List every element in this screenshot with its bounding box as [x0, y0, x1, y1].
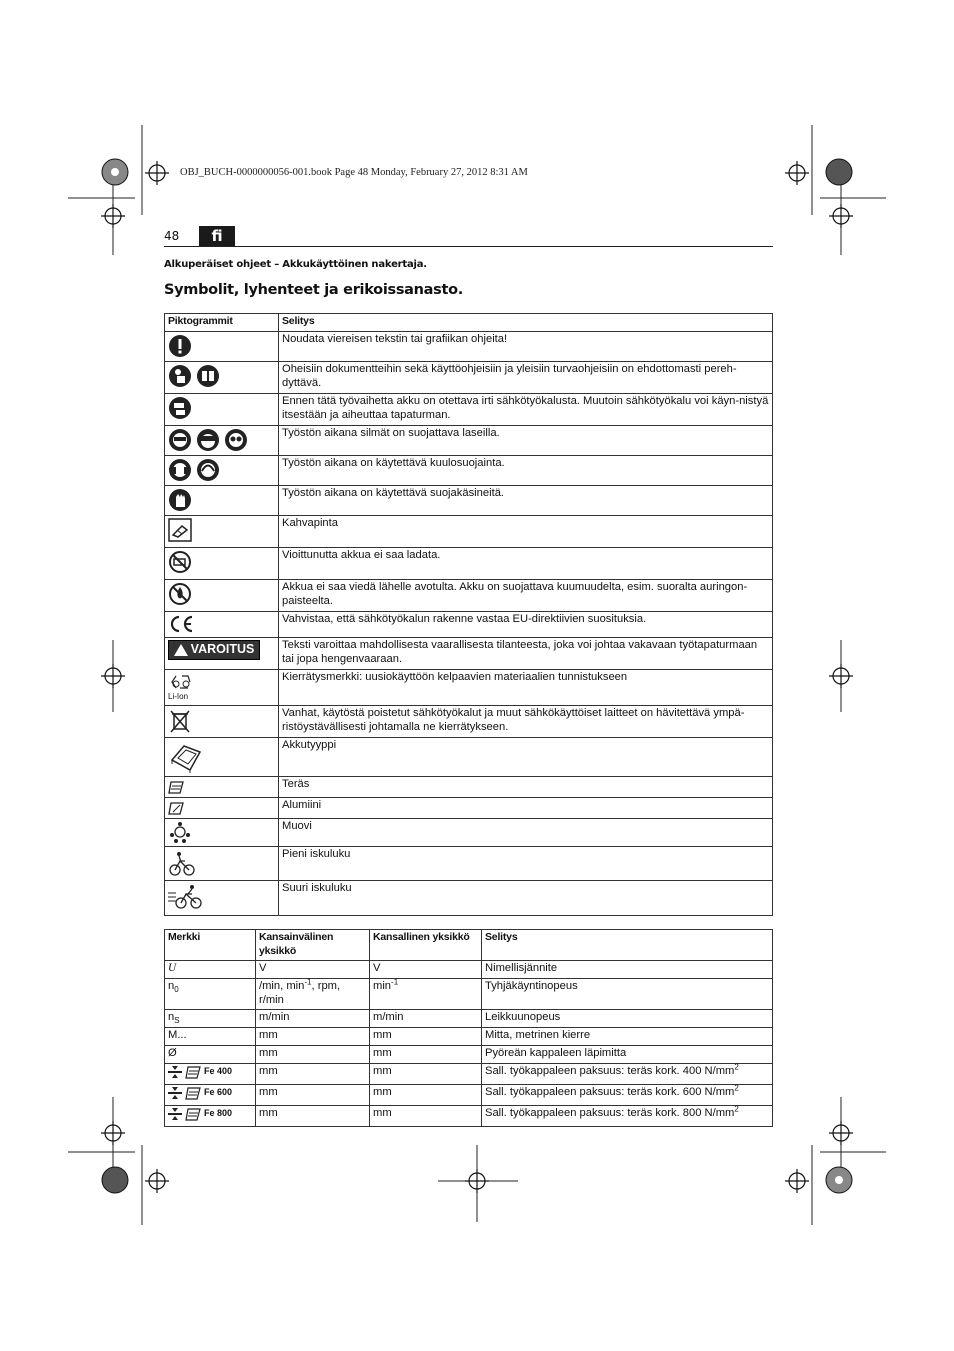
table-row — [165, 847, 773, 881]
mark-cell: M... — [165, 1028, 256, 1046]
intl-unit-cell: mm — [256, 1064, 370, 1085]
no-fire-icon — [168, 582, 192, 606]
table-row — [165, 670, 773, 706]
mark-cell: Ø — [165, 1046, 256, 1064]
aluminium-icon — [168, 800, 186, 816]
intl-unit-cell: m/min — [256, 1010, 370, 1028]
row-text: Muovi — [279, 819, 773, 847]
row-text: Pieni iskuluku — [279, 847, 773, 881]
table-row — [165, 456, 773, 486]
row-text: Teksti varoittaa mahdollisesta vaarallisesta tilanteesta, joka voi johtaa vakavaan työtapaturmaan tai jopa hengenvaaraan. — [279, 638, 773, 670]
intl-unit-cell: mm — [256, 1028, 370, 1046]
natl-unit-cell: mm — [370, 1064, 482, 1085]
intl-unit-cell: V — [256, 961, 370, 979]
row-text: Vioittunutta akkua ei saa ladata. — [279, 548, 773, 580]
row-text: Teräs — [279, 777, 773, 798]
desc-cell: Nimellisjännite — [482, 961, 773, 979]
large-stroke-icon — [168, 883, 204, 911]
row-text: Akkua ei saa viedä lähelle avotulta. Akku on suojattava kuumuudelta, esim. suoralta auringon-paisteelta. — [279, 580, 773, 612]
desc-cell: Mitta, metrinen kierre — [482, 1028, 773, 1046]
table-row — [165, 486, 773, 516]
warning-label-icon — [168, 640, 260, 660]
row-text: Oheisiin dokumentteihin sekä käyttöohjeisiin ja yleisiin turvaohjeisiin on ehdottomasti pereh-dyttävä. — [279, 362, 773, 394]
language-badge: fi — [199, 226, 235, 246]
table-row — [165, 1064, 773, 1085]
row-text: Akkutyyppi — [279, 738, 773, 777]
table-row — [165, 516, 773, 548]
row-text: Suuri iskuluku — [279, 881, 773, 916]
thickness-icon — [168, 1065, 182, 1079]
table-row — [165, 426, 773, 456]
row-text: Vahvistaa, että sähkötyökalun rakenne vastaa EU-direktiivien suosituksia. — [279, 612, 773, 638]
recycling-li-ion-icon — [168, 672, 194, 692]
read-manual-icon — [168, 364, 192, 388]
warning-label-text: VAROITUS — [190, 642, 255, 657]
intl-unit-cell: mm — [256, 1106, 370, 1127]
natl-unit-cell: mm — [370, 1085, 482, 1106]
table-row — [165, 819, 773, 847]
steel-grade-label: Fe 600 — [204, 1087, 233, 1098]
table-row — [165, 638, 773, 670]
header-divider — [164, 246, 773, 247]
table-row — [165, 580, 773, 612]
desc-cell: Sall. työkappaleen paksuus: teräs kork. 600 $N/mm^2$ — [482, 1085, 773, 1106]
row-text: Ennen tätä työvaihetta akku on otettava irti sähkötyökalusta. Muutoin sähkötyökalu voi käyn-nistyä itsestään ja aiheuttaa tapaturman. — [279, 394, 773, 426]
steel-grade-label: Fe 400 — [204, 1066, 233, 1077]
ear-protection-icon — [168, 458, 192, 482]
natl-unit-cell: mm — [370, 1106, 482, 1127]
book-icon — [196, 364, 220, 388]
table-row — [165, 1106, 773, 1127]
ear-muffs-icon — [196, 458, 220, 482]
table-row — [165, 706, 773, 738]
print-header: OBJ_BUCH-0000000056-001.book Page 48 Monday, February 27, 2012 8:31 AM — [180, 167, 528, 178]
grip-surface-icon — [168, 518, 192, 542]
remove-battery-icon — [168, 396, 192, 420]
thickness-icon — [168, 1107, 182, 1121]
intl-unit-cell: mm — [256, 1046, 370, 1064]
goggles-icon — [196, 428, 220, 452]
table-row — [165, 1085, 773, 1106]
row-text: Kierrätysmerkki: uusiokäyttöön kelpaavien materiaalien tunnistukseen — [279, 670, 773, 706]
intl-unit-cell: /min, $\min^{-1}$, rpm, r/min — [256, 979, 370, 1010]
natl-unit-cell: mm — [370, 1046, 482, 1064]
ce-mark-icon — [168, 614, 196, 634]
row-text: Noudata viereisen tekstin tai grafiikan ohjeita! — [279, 332, 773, 362]
table-row — [165, 1010, 773, 1028]
row-text: Alumiini — [279, 798, 773, 819]
table-row — [165, 881, 773, 916]
table-row — [165, 1028, 773, 1046]
natl-unit-cell: m/min — [370, 1010, 482, 1028]
gloves-icon — [168, 488, 192, 512]
steel-icon — [185, 1065, 201, 1079]
crossed-bin-icon — [168, 708, 192, 734]
table-row — [165, 362, 773, 394]
natl-unit-cell: mm — [370, 1028, 482, 1046]
row-text: Vanhat, käytöstä poistetut sähkötyökalut ja muut sähkökäyttöiset laitteet on hävitettävä ympä-ristöystävällisesti johtamalla ne kierrätykseen. — [279, 706, 773, 738]
document-subtitle: Alkuperäiset ohjeet – Akkukäyttöinen nakertaja. — [164, 259, 427, 270]
small-stroke-icon — [168, 849, 196, 877]
desc-cell: Sall. työkappaleen paksuus: teräs kork. 400 $N/mm^2$ — [482, 1064, 773, 1085]
column-header: Merkki — [165, 930, 256, 961]
table-row — [165, 738, 773, 777]
exclamation-icon — [168, 334, 192, 358]
row-text: Työstön aikana on käytettävä kuulosuojainta. — [279, 456, 773, 486]
table-row — [165, 961, 773, 979]
column-header: Selitys — [482, 930, 773, 961]
mark-cell — [165, 1106, 256, 1127]
no-damaged-battery-icon — [168, 550, 192, 574]
section-title: Symbolit, lyhenteet ja erikoissanasto. — [164, 282, 463, 298]
page-number: 48 — [164, 229, 180, 243]
desc-cell: Tyhjäkäyntinopeus — [482, 979, 773, 1010]
mark-cell: U — [165, 961, 256, 979]
thickness-icon — [168, 1086, 182, 1100]
battery-pack-icon — [168, 740, 204, 774]
table-row — [165, 612, 773, 638]
plastic-icon — [168, 821, 192, 843]
desc-cell: Pyöreän kappaleen läpimitta — [482, 1046, 773, 1064]
safety-glasses-icon — [168, 428, 192, 452]
column-header: Kansallinen yksikkö — [370, 930, 482, 961]
steel-icon — [185, 1107, 201, 1121]
row-text: Kahvapinta — [279, 516, 773, 548]
column-header: Selitys — [279, 314, 773, 332]
units-table — [164, 929, 773, 1127]
row-text: Työstön aikana silmät on suojattava laseilla. — [279, 426, 773, 456]
symbols-table — [164, 313, 773, 916]
column-header: Kansainvälinen yksikkö — [256, 930, 370, 961]
natl-unit-cell: $\min^{-1}$ — [370, 979, 482, 1010]
desc-cell: Sall. työkappaleen paksuus: teräs kork. 800 $N/mm^2$ — [482, 1106, 773, 1127]
table-row — [165, 798, 773, 819]
mark-cell: $n_0$ — [165, 979, 256, 1010]
table-row — [165, 979, 773, 1010]
steel-grade-label: Fe 800 — [204, 1108, 233, 1119]
column-header: Piktogrammit — [165, 314, 279, 332]
row-text: Työstön aikana on käytettävä suojakäsineitä. — [279, 486, 773, 516]
table-row — [165, 777, 773, 798]
natl-unit-cell: V — [370, 961, 482, 979]
mark-cell: $n_S$ — [165, 1010, 256, 1028]
table-row — [165, 394, 773, 426]
steel-icon — [168, 779, 186, 795]
table-row — [165, 1046, 773, 1064]
li-ion-label: Li-Ion — [168, 692, 189, 701]
face-shield-icon — [224, 428, 248, 452]
table-row — [165, 332, 773, 362]
mark-cell — [165, 1064, 256, 1085]
desc-cell: Leikkuunopeus — [482, 1010, 773, 1028]
mark-cell — [165, 1085, 256, 1106]
intl-unit-cell: mm — [256, 1085, 370, 1106]
table-row — [165, 548, 773, 580]
steel-icon — [185, 1086, 201, 1100]
